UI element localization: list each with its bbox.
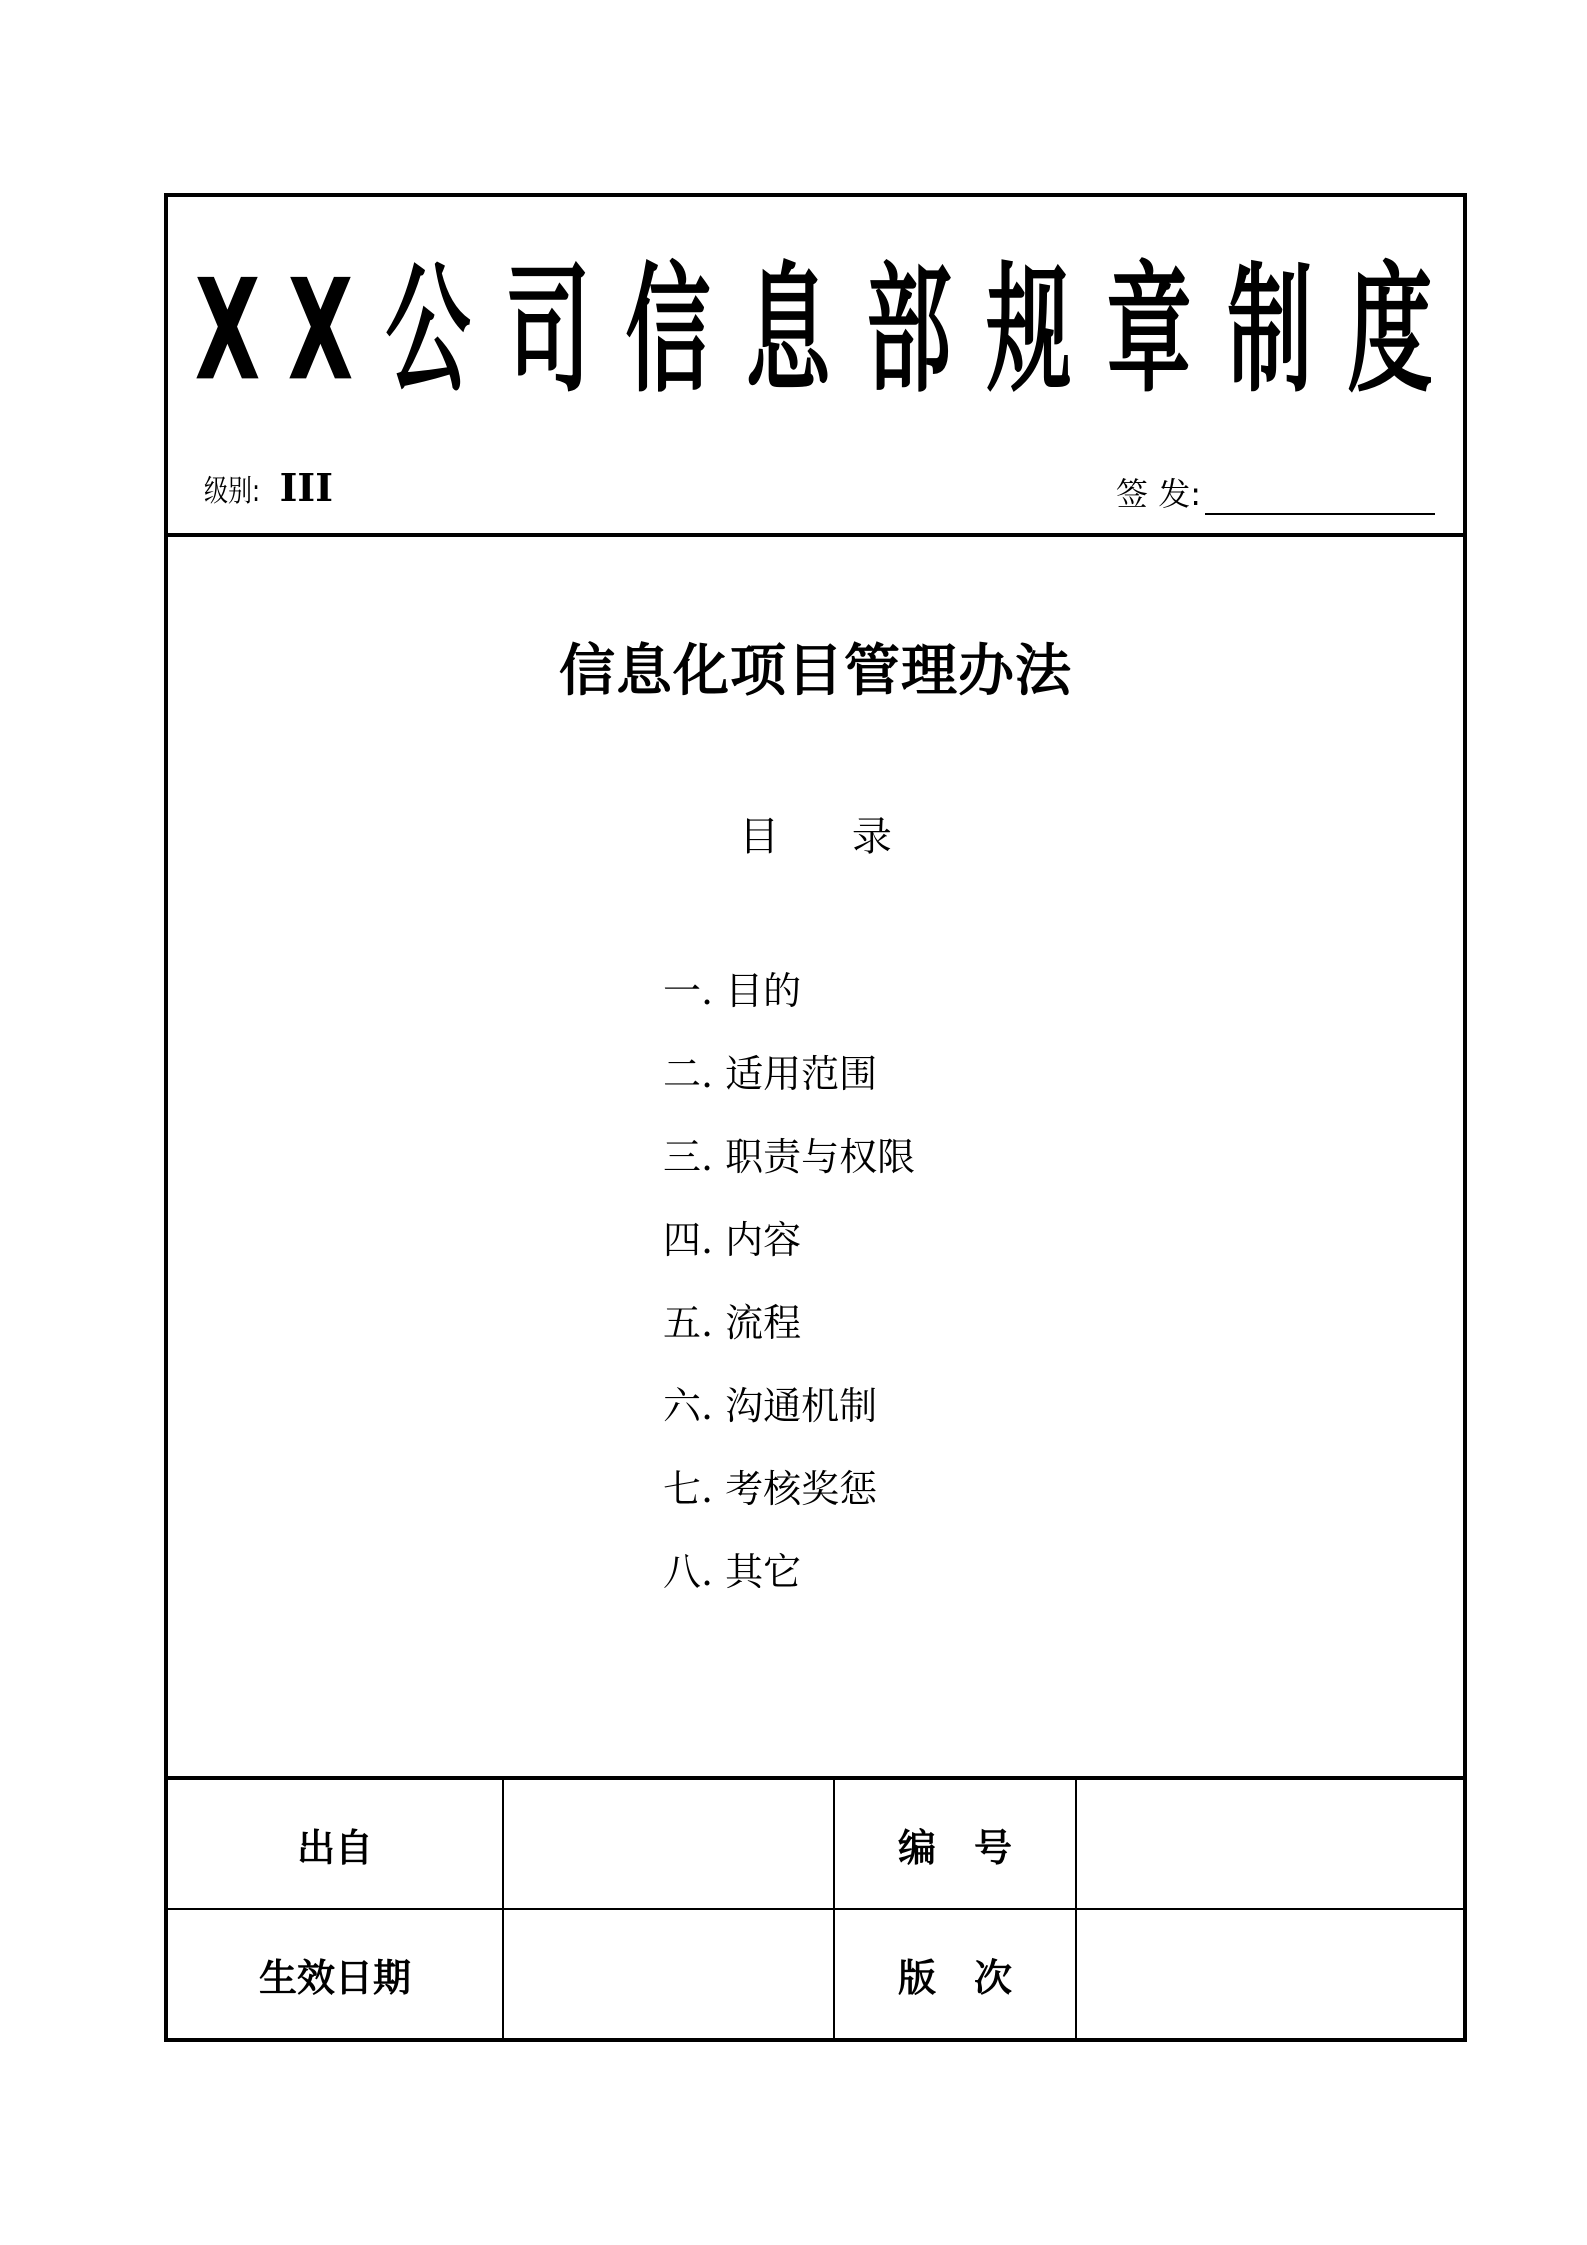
version-value[interactable] (1076, 1909, 1463, 2038)
source-label: 出自 (168, 1780, 503, 1909)
document-frame (164, 193, 1467, 2042)
toc-heading-char: 录 (851, 814, 892, 860)
toc-item[interactable]: 六. 沟通机制 (663, 1384, 878, 1428)
signature-line[interactable] (1205, 483, 1435, 515)
toc-heading-char: 目 (739, 814, 780, 860)
company-title-char: 章 (1106, 248, 1192, 412)
company-title-char: X (194, 248, 261, 412)
version-label: 版 次 (834, 1909, 1076, 2038)
company-title-char: 公 (385, 248, 471, 412)
company-title-char: 制 (1227, 248, 1313, 412)
document-header (168, 197, 1463, 537)
number-label: 编 号 (834, 1780, 1076, 1909)
toc-item[interactable]: 三. 职责与权限 (663, 1135, 916, 1179)
document-title: 信息化项目管理办法 (559, 639, 1072, 704)
company-title-char: 规 (986, 248, 1072, 412)
toc-item[interactable]: 八. 其它 (663, 1550, 802, 1594)
table-of-contents (663, 965, 915, 1629)
level-value: III (279, 465, 333, 510)
effective-date-value[interactable] (503, 1909, 834, 2038)
company-title-char: 司 (505, 248, 591, 412)
toc-heading (168, 805, 1463, 862)
company-title (168, 235, 1463, 425)
info-grid (168, 1780, 1463, 2038)
issue-label: 签 发: (1116, 475, 1201, 513)
company-title-char: 信 (625, 248, 711, 412)
toc-item[interactable]: 五. 流程 (663, 1301, 802, 1345)
company-title-char: X (288, 248, 354, 412)
issue-field (1116, 469, 1435, 515)
effective-date-label: 生效日期 (168, 1909, 503, 2038)
toc-item[interactable]: 一. 目的 (663, 969, 802, 1013)
info-table (168, 1776, 1463, 2038)
toc-item[interactable]: 二. 适用范围 (663, 1052, 878, 1096)
table-row (168, 1780, 1463, 1909)
level-field (204, 465, 333, 510)
toc-item[interactable]: 四. 内容 (663, 1218, 802, 1262)
number-value[interactable] (1076, 1780, 1463, 1909)
company-title-char: 息 (745, 248, 831, 412)
company-title-char: 部 (866, 248, 952, 412)
company-title-char: 度 (1347, 248, 1433, 412)
level-label: 级别: (204, 474, 261, 509)
toc-item[interactable]: 七. 考核奖惩 (663, 1467, 878, 1511)
table-row (168, 1909, 1463, 2038)
source-value[interactable] (503, 1780, 834, 1909)
